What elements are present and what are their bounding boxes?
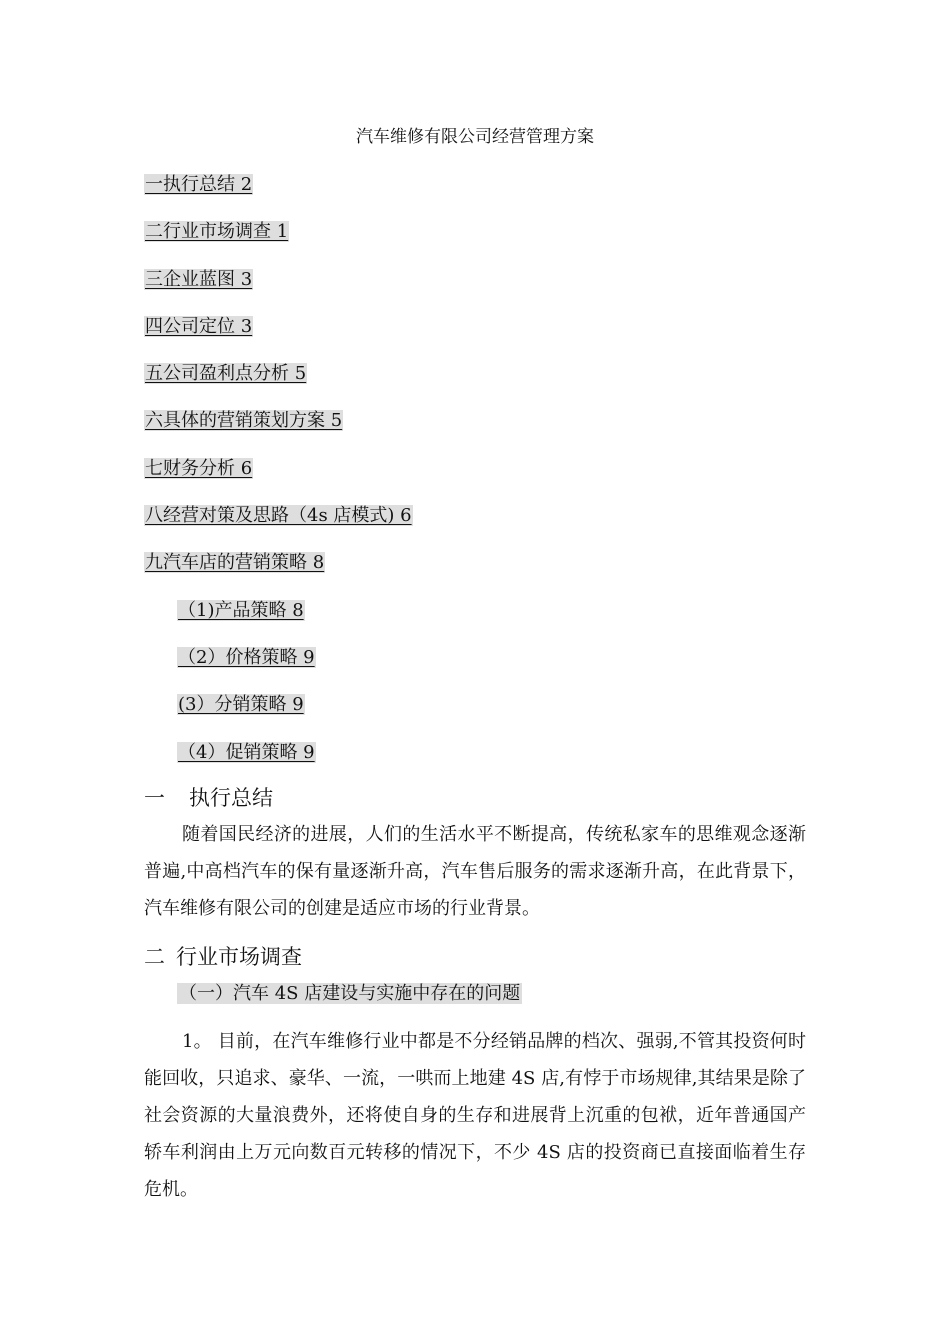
toc-link-market-research[interactable]: 二行业市场调查 1 bbox=[145, 221, 289, 243]
toc-item-4 bbox=[144, 314, 804, 361]
section-2-heading bbox=[144, 943, 302, 971]
toc-link-strategy-4s[interactable]: 八经营对策及思路（4s 店模式) 6 bbox=[145, 505, 412, 527]
toc-link-executive-summary[interactable]: 一执行总结 2 bbox=[145, 174, 253, 195]
table-of-contents bbox=[144, 172, 804, 787]
toc-link-financial-analysis[interactable]: 七财务分析 6 bbox=[145, 457, 253, 479]
section-1-paragraph: 随着国民经济的进展，人们的生活水平不断提高，传统私家车的思维观念逐渐普遍,中高档汽车的保有量逐渐升高，汽车售后服务的需求逐渐升高，在此背景下，汽车维修有限公司的创建是适应市场的行业背景。 bbox=[144, 824, 806, 919]
toc-link-marketing-strategy[interactable]: 九汽车店的营销策略 8 bbox=[145, 552, 325, 574]
toc-item-9 bbox=[144, 550, 804, 597]
section-2-subheading-text: （一）汽车 4S 店建设与实施中存在的问题 bbox=[179, 983, 521, 1004]
toc-item-9-2 bbox=[144, 645, 804, 692]
section-1-title: 执行总结 bbox=[189, 786, 273, 810]
toc-item-1 bbox=[144, 172, 804, 219]
toc-item-9-1 bbox=[144, 598, 804, 645]
toc-link-marketing-plan[interactable]: 六具体的营销策划方案 5 bbox=[145, 410, 343, 432]
toc-link-blueprint[interactable]: 三企业蓝图 3 bbox=[145, 268, 253, 290]
section-1-heading bbox=[144, 784, 273, 812]
toc-item-9-3 bbox=[144, 692, 804, 739]
section-2-number: 二 bbox=[144, 945, 165, 969]
toc-item-7 bbox=[144, 456, 804, 503]
toc-link-positioning[interactable]: 四公司定位 3 bbox=[145, 315, 253, 337]
toc-item-5 bbox=[144, 361, 804, 408]
section-2-title: 行业市场调查 bbox=[176, 945, 302, 969]
toc-item-9-4 bbox=[144, 740, 804, 787]
document-title: 汽车维修有限公司经营管理方案 bbox=[356, 127, 594, 147]
toc-item-2 bbox=[144, 219, 804, 266]
section-1-number: 一 bbox=[144, 786, 165, 810]
toc-item-8 bbox=[144, 503, 804, 550]
toc-link-promotion-strategy[interactable]: （4）促销策略 9 bbox=[178, 741, 315, 763]
toc-item-3 bbox=[144, 267, 804, 314]
toc-item-6 bbox=[144, 408, 804, 455]
section-2-paragraph: 1。 目前，在汽车维修行业中都是不分经销品牌的档次、强弱,不管其投资何时能回收，只追求、豪华、一流，一哄而上地建 4S 店,有悖于市场规律,其结果是除了社会资源的大量浪费外，还将使自身的生存和进展背上沉重的包袱，近年普通国产轿车利润由上万元向数百元转移的情况下，不少 4S 店的投资商已直接面临着生存危机。 bbox=[144, 1031, 806, 1200]
toc-link-profit-analysis[interactable]: 五公司盈利点分析 5 bbox=[145, 363, 307, 385]
toc-link-distribution-strategy[interactable]: (3）分销策略 9 bbox=[178, 694, 304, 716]
toc-link-price-strategy[interactable]: （2）价格策略 9 bbox=[178, 646, 315, 668]
toc-link-product-strategy[interactable]: （1)产品策略 8 bbox=[178, 599, 304, 621]
section-2-subheading bbox=[177, 981, 522, 1007]
